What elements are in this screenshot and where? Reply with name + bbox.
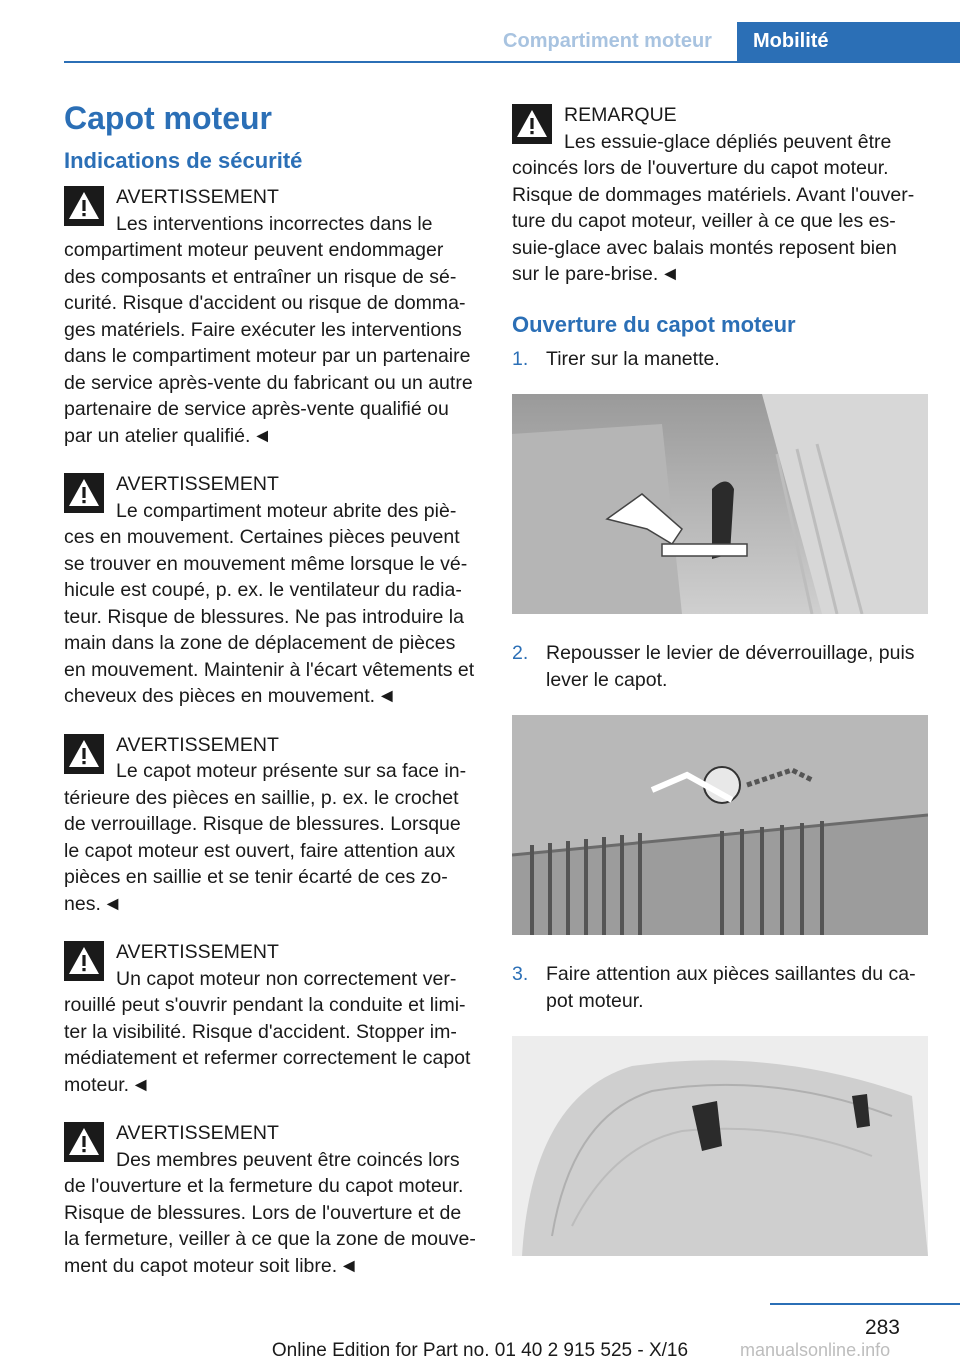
step-number: 2.: [512, 642, 529, 664]
page-number-rule: [770, 1303, 960, 1305]
warning-triangle-icon: [64, 1122, 104, 1162]
step-number: 3.: [512, 963, 529, 985]
step-item: [512, 961, 928, 1014]
warning-text: Des membres peuvent être coincés lors de l'ouverture et la fermeture du capot moteur. Risque de blessures. Lors de l'ouverture et de la fermeture, veiller à ce que la zone de mouvement du capot moteur soit libre.: [64, 1148, 476, 1277]
warning-triangle-icon: [512, 104, 552, 144]
warning-text: Le capot moteur présente sur sa face intérieure des pièces en saillie, p. ex. le crochet de verrouillage. Risque de blessures. Lorsque le capot moteur est ouvert, faire attention aux pièces en saillie et se tenir écarté de ces zones.: [64, 760, 467, 915]
header-rule: [64, 61, 960, 63]
warning-block: [64, 1120, 480, 1279]
warning-triangle-icon: [64, 734, 104, 774]
page-title: Capot moteur: [64, 100, 272, 136]
warning-title: AVERTISSEMENT: [116, 473, 279, 495]
step-text: Faire attention aux pièces saillantes du capot moteur.: [546, 963, 916, 1012]
end-mark: ◄: [660, 263, 680, 285]
end-mark: ◄: [252, 424, 272, 447]
warning-title: AVERTISSEMENT: [116, 941, 279, 963]
warning-text: Un capot moteur non correctement verrouillé peut s'ouvrir pendant la conduite et limiter la visibilité. Risque d'accident. Stopper immédiatement et refermer correctement le capot moteur.: [64, 967, 471, 1096]
watermark: manualsonline.info: [740, 1340, 891, 1360]
step-text: Repousser le levier de déverrouillage, puis lever le capot.: [546, 642, 915, 691]
note-title: REMARQUE: [564, 104, 677, 126]
end-mark: ◄: [377, 685, 397, 707]
end-mark: ◄: [102, 892, 123, 915]
warning-block: [64, 184, 480, 449]
step-number: 1.: [512, 347, 529, 370]
page-number: 283: [864, 1316, 900, 1339]
end-mark: ◄: [339, 1254, 359, 1277]
left-column: [64, 96, 480, 1301]
end-mark: ◄: [131, 1073, 151, 1096]
footer-edition: Online Edition for Part no. 01 40 2 915 525 - X/16: [271, 1340, 689, 1361]
hood-lever-image: [512, 394, 928, 614]
open-heading: Ouverture du capot moteur: [512, 311, 796, 337]
step-text: Tirer sur la manette.: [546, 347, 720, 370]
warning-title: AVERTISSEMENT: [116, 186, 279, 208]
warning-triangle-icon: [64, 473, 104, 513]
warning-block: [64, 471, 480, 710]
warning-block: [64, 939, 480, 1098]
step-item: [512, 640, 928, 693]
header-section: Compartiment moteur: [503, 30, 712, 52]
step-item: [512, 346, 928, 373]
note-text: Les essuie-glace dépliés peuvent être coincés lors de l'ouverture du capot moteur. Risque de dommages matériels. Avant l'ouverture du capot moteur, veiller à ce que les essuie-glace avec balais montés reposent bien sur le pare-brise.: [512, 130, 915, 285]
safety-heading: Indications de sécurité: [64, 148, 303, 173]
warning-triangle-icon: [64, 941, 104, 981]
warning-triangle-icon: [64, 186, 104, 226]
warning-title: AVERTISSEMENT: [116, 733, 279, 756]
note-block: [512, 102, 928, 288]
hood-underside-image: [512, 1036, 928, 1256]
header-chapter: Mobilité: [737, 22, 960, 61]
right-column: [512, 102, 928, 1282]
warning-text: Les interventions incorrectes dans le compartiment moteur peuvent endommager des composants et entraîner un risque de sécurité. Risque d'accident ou risque de dommages matériels. Faire exécuter les interventions dans le compartiment moteur par un partenaire de service après-vente du fabricant ou un autre partenaire de service après-vente qualifié ou par un atelier qualifié.: [64, 212, 473, 447]
hood-release-image: [512, 715, 928, 935]
warning-block: [64, 732, 480, 918]
steps-list: [512, 346, 928, 1257]
warning-title: AVERTISSEMENT: [116, 1122, 279, 1144]
warning-text: Le compartiment moteur abrite des pièces en mouvement. Certaines pièces peuvent se trouver en mouvement même lorsque le véhicule est coupé, p. ex. le ventilateur du radiateur. Risque de blessures. Ne pas introduire la main dans la zone de déplacement de pièces en mouvement. Maintenir à l'écart vêtements et cheveux des pièces en mouvement.: [64, 499, 475, 707]
